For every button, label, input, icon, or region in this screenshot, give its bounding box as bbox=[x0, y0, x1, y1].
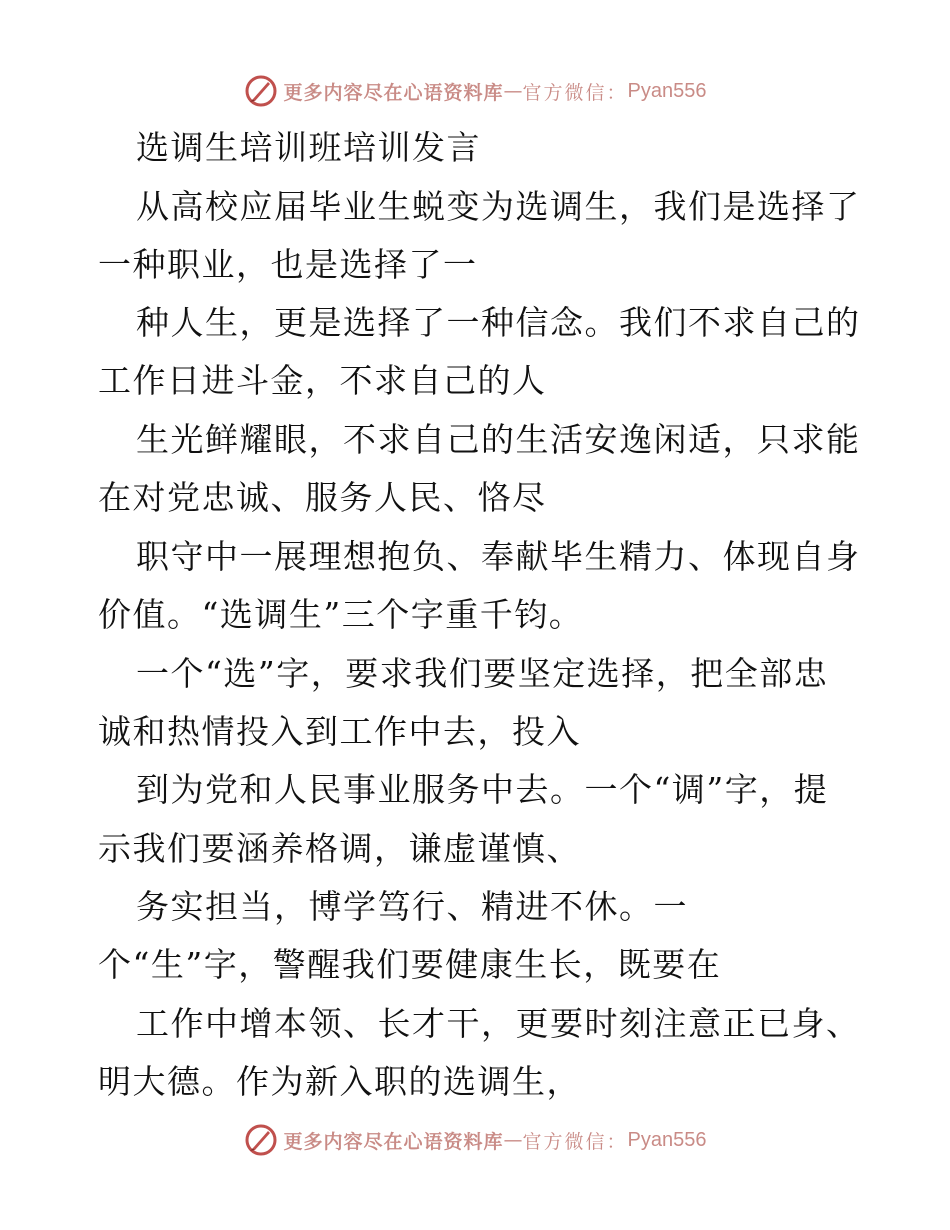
header-banner bbox=[0, 71, 950, 111]
paragraph-line: 示我们要涵养格调，谦虚谨慎、 bbox=[98, 829, 581, 868]
banner-separator: — bbox=[503, 1129, 523, 1151]
paragraph-line: 职守中一展理想抱负、奉献毕生精力、体现自身 bbox=[136, 537, 861, 576]
paragraph-line: 到为党和人民事业服务中去。一个“调”字，提 bbox=[136, 770, 829, 809]
brand-text: 更多内容尽在心语资料库 bbox=[283, 1130, 504, 1153]
paragraph-line: 个“生”字，警醒我们要健康生长，既要在 bbox=[98, 945, 722, 984]
paragraph-line: 工作中增本领、长才干，更要时刻注意正已身、 bbox=[136, 1004, 861, 1043]
wechat-id: Pyan556 bbox=[627, 79, 707, 102]
footer-banner bbox=[0, 1120, 950, 1160]
wechat-id: Pyan556 bbox=[627, 1128, 707, 1151]
quill-logo-icon bbox=[244, 74, 278, 108]
brand-text: 更多内容尽在心语资料库 bbox=[283, 81, 504, 104]
paragraph-line: 一种职业，也是选择了一 bbox=[98, 245, 478, 284]
paragraph-line: 工作日进斗金，不求自己的人 bbox=[98, 361, 547, 400]
quill-logo-icon bbox=[244, 1123, 278, 1157]
official-wechat-label: 官方微信： bbox=[522, 81, 628, 104]
paragraph-line: 在对党忠诚、服务人民、恪尽 bbox=[98, 478, 547, 517]
paragraph-line: 明大德。作为新入职的选调生， bbox=[98, 1062, 581, 1101]
paragraph-line: 务实担当，博学笃行、精进不休。一 bbox=[136, 887, 688, 926]
paragraph-line: 一个“选”字，要求我们要坚定选择，把全部忠 bbox=[136, 654, 829, 693]
banner-separator: — bbox=[503, 80, 523, 102]
document-title: 选调生培训班培训发言 bbox=[136, 128, 481, 167]
paragraph-line: 从高校应届毕业生蜕变为选调生，我们是选择了 bbox=[136, 187, 861, 226]
paragraph-line: 生光鲜耀眼，不求自己的生活安逸闲适，只求能 bbox=[136, 420, 861, 459]
paragraph-line: 价值。“选调生”三个字重千钧。 bbox=[98, 595, 584, 634]
paragraph-line: 诚和热情投入到工作中去，投入 bbox=[98, 712, 581, 751]
paragraph-line: 种人生，更是选择了一种信念。我们不求自己的 bbox=[136, 303, 861, 342]
official-wechat-label: 官方微信： bbox=[522, 1130, 628, 1153]
